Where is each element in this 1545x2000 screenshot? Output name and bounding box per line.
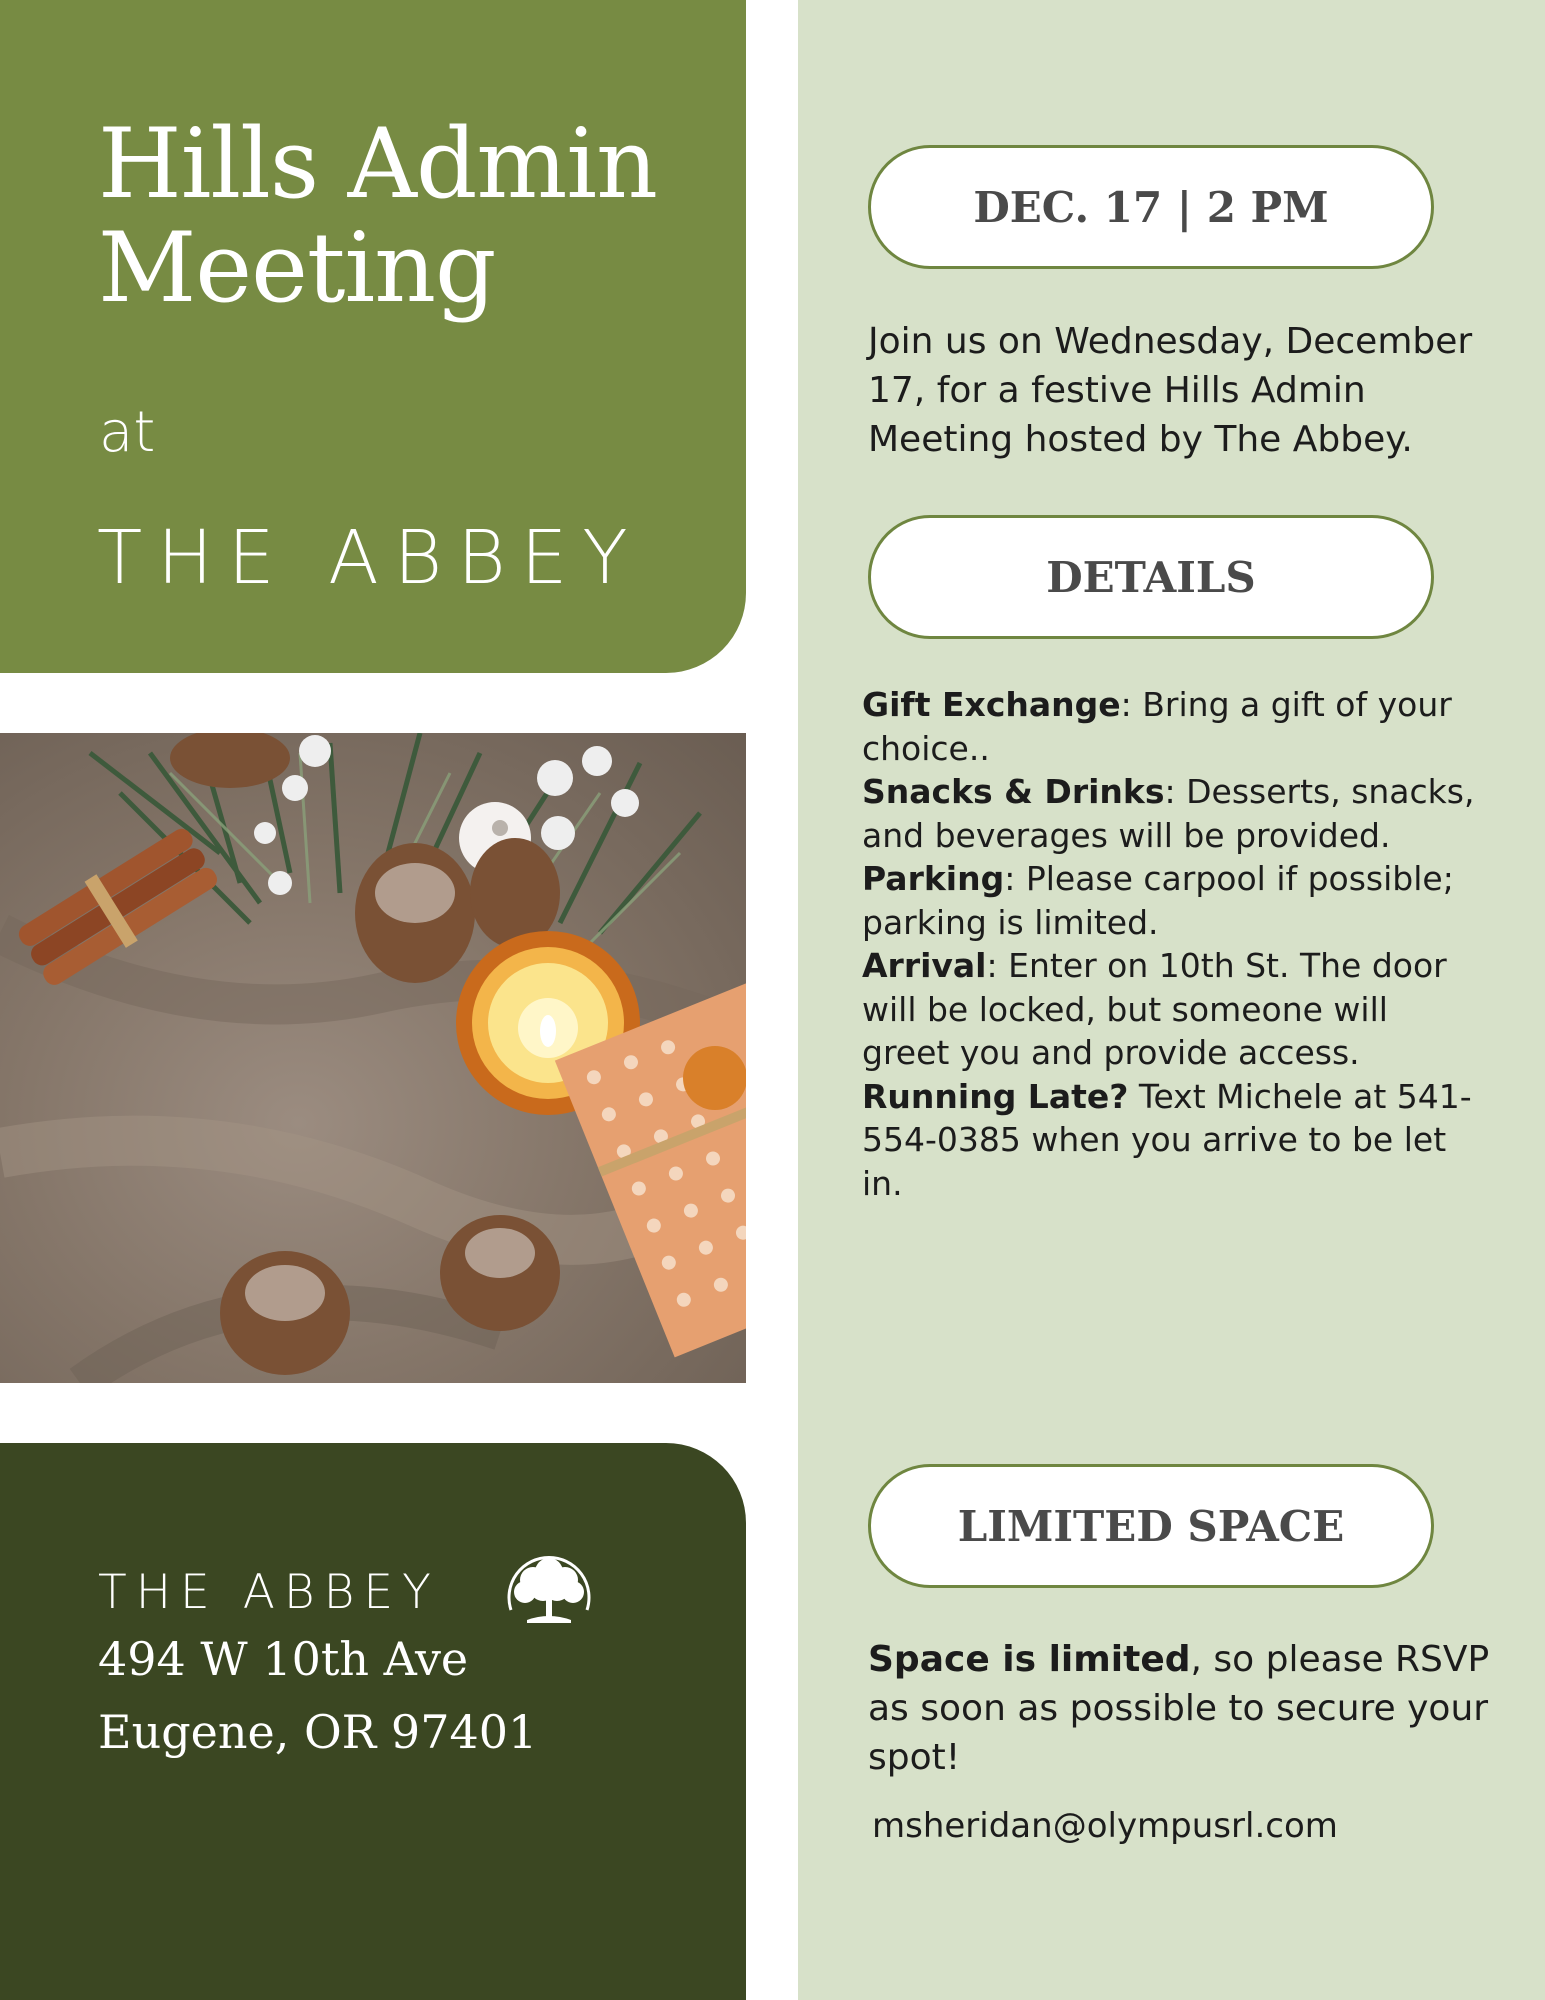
detail-text: Please carpool if possible; parking is limited. bbox=[862, 859, 1454, 942]
detail-snacks-drinks bbox=[862, 770, 1482, 857]
date-pill bbox=[868, 145, 1434, 269]
detail-text: Desserts, snacks, and beverages will be provided. bbox=[862, 772, 1475, 855]
address-line-2: Eugene, OR 97401 bbox=[98, 1705, 538, 1759]
detail-text: Enter on 10th St. The door will be locked, but someone will greet you and provide access. bbox=[862, 946, 1447, 1072]
date-pill-label: DEC. 17 | 2 PM bbox=[973, 182, 1329, 232]
details-heading: DETAILS bbox=[1046, 552, 1256, 602]
address-line-1: 494 W 10th Ave bbox=[98, 1632, 469, 1686]
detail-label: Gift Exchange bbox=[862, 685, 1121, 724]
page-title: Hills Admin Meeting bbox=[98, 108, 657, 324]
detail-text: Bring a gift of your choice.. bbox=[862, 685, 1452, 768]
limited-space-pill bbox=[868, 1464, 1434, 1588]
detail-separator: : bbox=[1120, 685, 1143, 724]
venue-name-footer: THE ABBEY bbox=[98, 1565, 440, 1620]
rsvp-bold: Space is limited bbox=[868, 1639, 1191, 1680]
detail-running-late bbox=[862, 1075, 1482, 1206]
holiday-photo bbox=[0, 733, 746, 1383]
venue-name: THE ABBEY bbox=[97, 515, 643, 601]
detail-text: Text Michele at 541-554-0385 when you arrive to be let in. bbox=[862, 1076, 1472, 1203]
tree-icon bbox=[497, 1548, 601, 1632]
details-pill bbox=[868, 515, 1434, 639]
at-label: at bbox=[99, 400, 156, 465]
detail-separator: : bbox=[1164, 772, 1187, 811]
intro-text: Join us on Wednesday, December 17, for a festive Hills Admin Meeting hosted by The Abbey. bbox=[868, 321, 1473, 460]
detail-parking bbox=[862, 857, 1482, 944]
limited-space-heading: LIMITED SPACE bbox=[957, 1501, 1345, 1551]
detail-label: Arrival bbox=[862, 946, 987, 985]
detail-arrival bbox=[862, 944, 1482, 1075]
rsvp-email[interactable]: msheridan@olympusrl.com bbox=[872, 1806, 1338, 1846]
rsvp-rest: , so please RSVP as soon as possible to secure your spot! bbox=[868, 1639, 1490, 1778]
detail-label: Running Late? bbox=[862, 1076, 1129, 1116]
holiday-photo-illustration bbox=[0, 733, 746, 1383]
detail-separator: : bbox=[986, 946, 1009, 985]
detail-separator: : bbox=[1004, 859, 1026, 898]
detail-separator bbox=[1128, 1077, 1139, 1116]
rsvp-text bbox=[868, 1635, 1493, 1782]
detail-label: Parking bbox=[862, 859, 1005, 898]
details-list bbox=[862, 683, 1482, 1205]
detail-label: Snacks & Drinks bbox=[862, 772, 1165, 811]
detail-gift-exchange bbox=[862, 683, 1482, 770]
